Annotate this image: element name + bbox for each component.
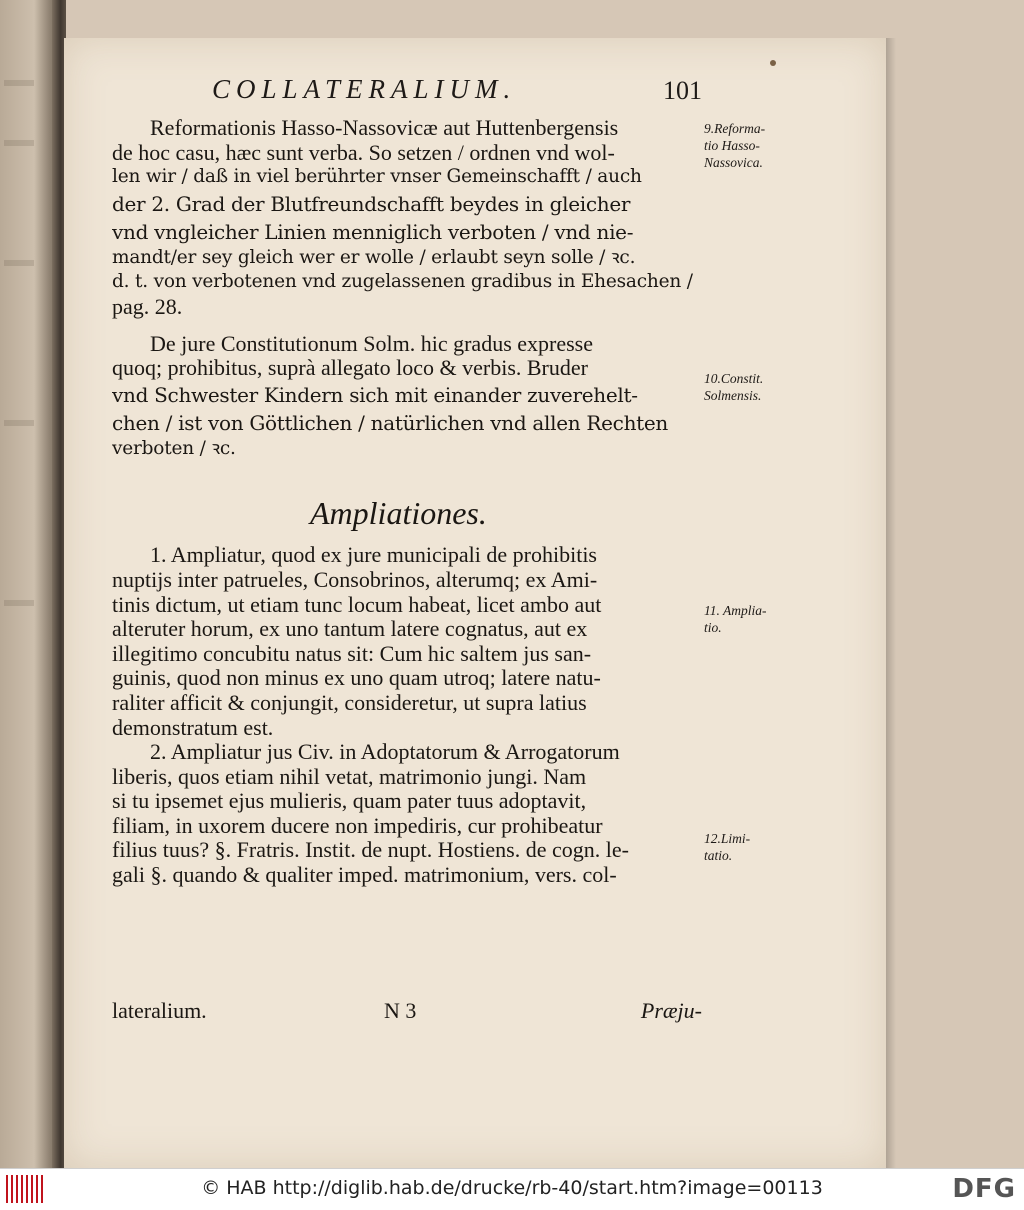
ghost-text <box>4 140 34 146</box>
text-line: chen / ist von Göttlichen / natürlichen vnd allen Rechten <box>112 410 669 435</box>
body-text <box>112 116 702 888</box>
text-line: demonstratum est. <box>112 715 274 740</box>
text-line: gali §. quando & qualiter imped. matrimonium, vers. col- <box>112 863 617 888</box>
text-line: si tu ipsemet ejus mulieris, quam pater tuus adoptavit, <box>112 789 587 814</box>
paragraph-gap <box>112 320 702 332</box>
text-line: vnd vngleicher Linien menniglich verboten / vnd nie- <box>112 219 634 244</box>
page-number: 101 <box>663 76 702 105</box>
text-line: illegitimo concubitu natus sit: Cum hic saltem jus san- <box>112 641 592 666</box>
text-line: pag. 28. <box>112 294 183 319</box>
text-line: len wir / daß in viel berührter vnser Gemeinschafft / auch <box>112 166 642 188</box>
signature-mark: N 3 <box>384 998 417 1023</box>
page-foot <box>112 998 702 1024</box>
viewer-footer <box>0 1168 1024 1210</box>
text-line: 2. Ampliatur jus Civ. in Adoptatorum & Arrogatorum <box>150 740 620 765</box>
ghost-text <box>4 260 34 266</box>
text-line: filius tuus? §. Fratris. Instit. de nupt. Hostiens. de cogn. le- <box>112 838 629 863</box>
margin-note: 10.Constit. Solmensis. <box>704 371 764 403</box>
text-line: verboten / ꝛc. <box>112 437 236 459</box>
paper-stain <box>770 60 776 66</box>
text-line: quoq; prohibitus, suprà allegato loco & verbis. Bruder <box>112 356 588 381</box>
text-line: der 2. Grad der Blutfreundschafft beydes in gleicher <box>112 191 631 216</box>
margin-note: 9.Reforma- tio Hasso- Nassovica. <box>704 121 766 170</box>
text-line: nuptijs inter patrueles, Consobrinos, alterumq; ex Ami- <box>112 567 598 592</box>
page-edge-shadow <box>886 38 896 1168</box>
last-text-line: lateralium. <box>112 998 207 1023</box>
section-heading: Ampliationes. <box>310 495 487 532</box>
text-line: guinis, quod non minus ex uno quam utroq; latere natu- <box>112 666 601 691</box>
text-line: raliter afficit & conjungit, consideretur, ut supra latius <box>112 690 587 715</box>
ghost-text <box>4 80 34 86</box>
section-gap <box>112 461 702 491</box>
text-line: alteruter horum, ex uno tantum latere cognatus, aut ex <box>112 617 588 642</box>
ghost-text <box>4 420 34 426</box>
section-gap <box>112 535 702 543</box>
text-line: d. t. von verbotenen vnd zugelassenen gradibus in Ehesachen / <box>112 271 693 293</box>
text-line: 1. Ampliatur, quod ex jure municipali de prohibitis <box>150 543 597 568</box>
text-line: tinis dictum, ut etiam tunc locum habeat, licet ambo aut <box>112 592 602 617</box>
running-head: COLLATERALIUM. <box>212 74 517 104</box>
catchword: Præju- <box>640 998 702 1023</box>
text-line: mandt/er sey gleich wer er wolle / erlaubt seyn solle / ꝛc. <box>112 246 636 268</box>
dfg-logo-icon[interactable]: DFG <box>952 1174 1016 1204</box>
text-line: Reformationis Hasso-Nassovicæ aut Huttenbergensis <box>150 116 619 140</box>
margin-note: 12.Limi- tatio. <box>704 831 751 863</box>
copyright-link[interactable]: © HAB http://diglib.hab.de/drucke/rb-40/start.htm?image=00113 <box>201 1177 823 1199</box>
ghost-text <box>4 600 34 606</box>
page-header <box>212 74 702 114</box>
margin-note: 11. Amplia- tio. <box>704 603 767 635</box>
text-line: filiam, in uxorem ducere non impediris, cur prohibeatur <box>112 813 603 838</box>
text-line: De jure Constitutionum Solm. hic gradus expresse <box>150 331 593 356</box>
text-line: vnd Schwester Kindern sich mit einander zuverehelt- <box>112 382 638 407</box>
text-line: de hoc casu, hæc sunt verba. So setzen / ordnen vnd wol- <box>112 140 615 165</box>
text-line: liberis, quos etiam nihil vetat, matrimonio jungi. Nam <box>112 764 587 789</box>
